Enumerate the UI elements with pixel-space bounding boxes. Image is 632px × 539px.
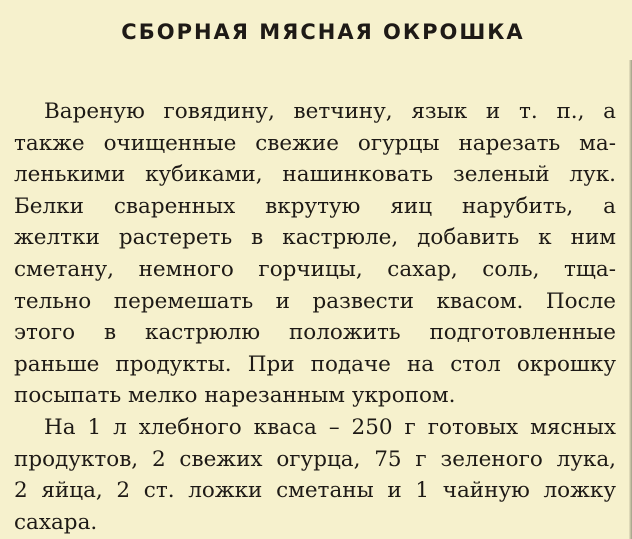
recipe-body <box>14 96 616 538</box>
instructions-paragraph <box>14 96 616 412</box>
text-line: Вареную говядину, ветчину, язык и т. п., а <box>44 99 616 124</box>
text-line: посыпать мелко нарезанным укропом. <box>14 383 456 409</box>
text-line: продуктов, 2 свежих огурца, 75 г зеленого лука, <box>14 446 616 472</box>
text-line: также очищенные свежие огурцы нарезать ма- <box>14 130 616 156</box>
text-line: желтки растереть в кастрюле, добавить к ним <box>14 225 616 251</box>
text-line: На 1 л хлебного кваса – 250 г готовых мясных <box>44 414 616 440</box>
text-line: ленькими кубиками, нашинковать зеленый лук. <box>14 162 616 188</box>
text-line: Белки сваренных вкрутую яиц нарубить, а <box>14 193 616 219</box>
text-line: этого в кастрюлю положить подготовленные <box>14 320 616 346</box>
text-line: 2 яйца, 2 ст. ложки сметаны и 1 чайную ложку <box>14 478 616 504</box>
ingredients-paragraph <box>14 412 616 538</box>
text-line: сахара. <box>14 509 98 535</box>
text-line: сметану, немного горчицы, сахар, соль, тща- <box>14 256 616 282</box>
text-line: раньше продукты. При подаче на стол окрошку <box>14 351 616 377</box>
recipe-title: СБОРНАЯ МЯСНАЯ ОКРОШКА <box>121 20 525 44</box>
text-line: тельно перемешать и развести квасом. После <box>14 288 616 314</box>
